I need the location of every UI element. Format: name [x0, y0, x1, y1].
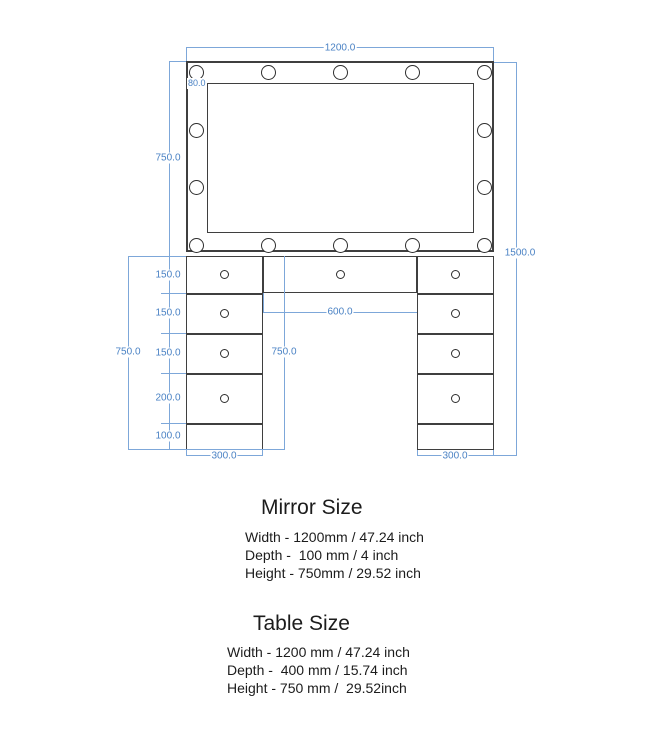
- dim-ext-line: [169, 61, 186, 62]
- drawer-divider: [417, 423, 494, 425]
- mirror-bulb-icon: [261, 238, 276, 253]
- mirror-bulb-icon: [189, 180, 204, 195]
- dim-tick: [161, 373, 186, 374]
- drawer-knob-icon: [220, 349, 229, 358]
- table-size-spec-depth: Depth - 400 mm / 15.74 inch: [227, 662, 408, 678]
- drawer-divider: [417, 373, 494, 375]
- dim-ext-line: [493, 450, 494, 456]
- mirror-bulb-icon: [477, 65, 492, 80]
- drawer-knob-icon: [451, 270, 460, 279]
- dim-ext-line: [493, 47, 494, 61]
- dim-ext-line: [494, 62, 516, 63]
- mirror-bulb-icon: [333, 65, 348, 80]
- dim-label-drawer-1: 150.0: [155, 269, 181, 281]
- dim-label-mirror-height: 750.0: [155, 152, 181, 164]
- dim-label-drawer-3: 150.0: [155, 347, 181, 359]
- mirror-bulb-icon: [405, 65, 420, 80]
- dim-label-drawer-2: 150.0: [155, 307, 181, 319]
- drawer-knob-icon: [451, 349, 460, 358]
- drawer-knob-icon: [451, 394, 460, 403]
- drawer-divider: [417, 293, 494, 295]
- drawer-knob-icon: [336, 270, 345, 279]
- drawer-divider: [186, 293, 263, 295]
- mirror-size-specs: [245, 528, 424, 582]
- mirror-size-title: Mirror Size: [261, 496, 363, 519]
- drawer-divider: [186, 423, 263, 425]
- dim-ext-line: [262, 450, 263, 456]
- dim-tick: [161, 423, 186, 424]
- mirror-bulb-icon: [477, 238, 492, 253]
- dim-label-drawer-4: 200.0: [155, 392, 181, 404]
- dim-label-pedestal-right: 300.0: [442, 450, 468, 462]
- mirror-bulb-icon: [405, 238, 420, 253]
- mirror-bulb-icon: [477, 180, 492, 195]
- mirror-size-spec-height: Height - 750mm / 29.52 inch: [245, 565, 421, 581]
- drawer-divider: [417, 333, 494, 335]
- drawer-knob-icon: [220, 394, 229, 403]
- dim-tick: [161, 333, 186, 334]
- table-size-title: Table Size: [253, 612, 350, 635]
- mirror-glass: [207, 83, 474, 233]
- drawer-knob-icon: [220, 309, 229, 318]
- table-size-spec-height: Height - 750 mm / 29.52inch: [227, 680, 407, 696]
- dim-label-knee-width: 600.0: [327, 306, 353, 318]
- mirror-bulb-icon: [333, 238, 348, 253]
- dim-line-total-height: [516, 62, 517, 455]
- mirror-bulb-icon: [189, 238, 204, 253]
- dim-label-mirror-width: 1200.0: [324, 42, 356, 54]
- dim-ext-line: [186, 47, 187, 61]
- dim-label-pedestal-left: 300.0: [211, 450, 237, 462]
- dim-tick: [161, 293, 186, 294]
- dim-ext-line: [263, 293, 264, 312]
- table-size-specs: [227, 643, 410, 697]
- drawer-knob-icon: [451, 309, 460, 318]
- drawer-divider: [186, 373, 263, 375]
- mirror-bulb-icon: [189, 123, 204, 138]
- dim-label-table-height-inner: 750.0: [271, 346, 297, 358]
- dim-label-frame-border: 80.0: [188, 78, 206, 88]
- mirror-size-spec-width: Width - 1200mm / 47.24 inch: [245, 529, 424, 545]
- mirror-bulb-icon: [261, 65, 276, 80]
- dim-ext-line: [186, 450, 187, 456]
- drawer-knob-icon: [220, 270, 229, 279]
- dim-ext-line: [417, 450, 418, 456]
- drawer-divider: [186, 333, 263, 335]
- dim-label-table-height-outer: 750.0: [115, 346, 141, 358]
- mirror-size-spec-depth: Depth - 100 mm / 4 inch: [245, 547, 399, 563]
- table-size-spec-width: Width - 1200 mm / 47.24 inch: [227, 644, 410, 660]
- dim-ext-line: [128, 256, 186, 257]
- dim-label-drawer-5: 100.0: [155, 430, 181, 442]
- dim-label-total-height: 1500.0: [504, 247, 536, 259]
- mirror-bulb-icon: [477, 123, 492, 138]
